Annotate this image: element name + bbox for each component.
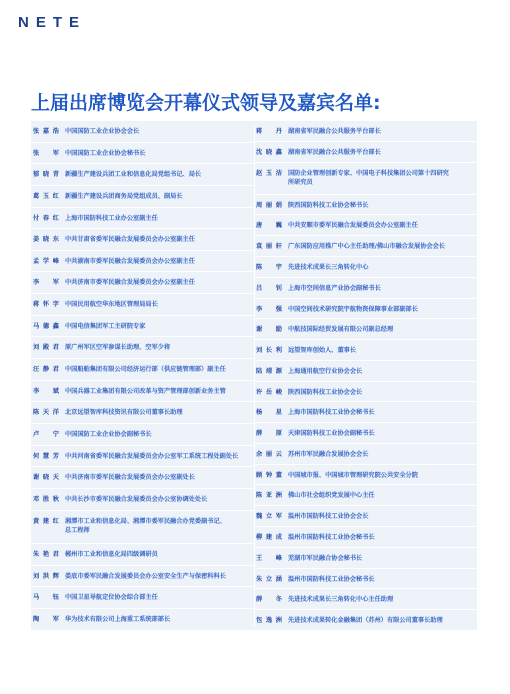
guest-name: 李 强 bbox=[256, 305, 282, 313]
guest-name: 陈 宇 bbox=[256, 264, 282, 272]
guest-name: 许岳峻 bbox=[256, 388, 282, 396]
guest-title bbox=[65, 192, 248, 201]
guest-title-line: 原广州军区空军参谋长助理、空军少将 bbox=[65, 344, 171, 352]
guest-title bbox=[288, 388, 471, 397]
guest-name: 杨 星 bbox=[256, 409, 282, 417]
guest-row bbox=[31, 381, 254, 403]
guest-title bbox=[288, 263, 471, 272]
guest-title-line: 芜湖市军民融合协会秘书长 bbox=[288, 554, 363, 562]
guest-title-line: 中国国防工业企业协会副秘书长 bbox=[65, 430, 152, 438]
guest-title bbox=[288, 305, 471, 314]
guest-name: 陈天洋 bbox=[33, 409, 59, 417]
guest-title-line: 中国空间技术研究院宇航物资保障事业部副部长 bbox=[288, 305, 418, 313]
guest-title bbox=[288, 595, 471, 604]
guest-name: 王 峰 bbox=[256, 554, 282, 562]
guest-row bbox=[254, 121, 477, 142]
guest-title-line: 先进技术成果长三角转化中心主任助理 bbox=[288, 596, 394, 604]
guest-name: 郁晓青 bbox=[33, 171, 59, 179]
guest-row bbox=[31, 272, 254, 294]
guest-name: 姜晓东 bbox=[33, 236, 59, 244]
guest-title-line: 广东国防应用推广中心主任助理/佛山市融合发展协会会长 bbox=[288, 243, 445, 251]
guest-row bbox=[254, 257, 477, 278]
guest-title-line: 所研究员 bbox=[288, 178, 313, 186]
guest-name: 周丽娟 bbox=[256, 201, 282, 209]
guest-row bbox=[254, 465, 477, 486]
guest-title-line: 中国兵器工业集团有限公司改革与资产管理部创新业务主管 bbox=[65, 387, 226, 395]
guest-row bbox=[254, 195, 477, 216]
guest-name: 付春红 bbox=[33, 214, 59, 222]
guest-title-line: 中国民用航空华东地区管理局局长 bbox=[65, 301, 158, 309]
guest-title-line: 温州市国防科技工业协会会长 bbox=[288, 513, 369, 521]
guest-name: 薛 冬 bbox=[256, 596, 282, 604]
guest-row bbox=[254, 299, 477, 320]
guest-title-line: 上海市国防科技工业协会秘书长 bbox=[288, 409, 375, 417]
guest-title bbox=[65, 365, 248, 374]
guest-row bbox=[254, 382, 477, 403]
guest-row bbox=[254, 142, 477, 163]
guest-row bbox=[31, 359, 254, 381]
guest-title bbox=[65, 473, 248, 482]
guest-name: 余丽云 bbox=[256, 450, 282, 458]
guest-row bbox=[31, 337, 254, 359]
guest-row bbox=[254, 610, 477, 631]
guest-name: 袁丽轩 bbox=[256, 243, 282, 251]
guest-title-line: 中共湖南市委军民融合发展委员会办公室副主任 bbox=[65, 257, 195, 265]
brand-logo: NETE bbox=[18, 14, 87, 31]
guest-row bbox=[254, 361, 477, 382]
guest-title bbox=[65, 322, 248, 331]
guest-title-line: 总工程师 bbox=[65, 526, 90, 534]
guest-row bbox=[31, 143, 254, 165]
guest-title-line: 上海市国防科技工业办公室副主任 bbox=[65, 214, 158, 222]
guest-name: 朱立涵 bbox=[256, 575, 282, 583]
guest-title bbox=[288, 346, 471, 355]
guest-name: 朱艳君 bbox=[33, 551, 59, 559]
guest-row bbox=[31, 587, 254, 609]
guest-row bbox=[31, 186, 254, 208]
guest-title bbox=[65, 257, 248, 266]
guest-row bbox=[254, 485, 477, 506]
guest-title-line: 北京远望智库科技资讯有限公司董事长助理 bbox=[65, 409, 183, 417]
guest-row bbox=[254, 569, 477, 590]
guest-title-line: 中航技国际经贸发展有限公司副总经理 bbox=[288, 326, 394, 334]
guest-name: 沈晓鑫 bbox=[256, 148, 282, 156]
guest-title bbox=[288, 408, 471, 417]
guest-title bbox=[65, 387, 248, 396]
guest-name: 薛 原 bbox=[256, 430, 282, 438]
guest-row bbox=[254, 215, 477, 236]
guest-name: 谢晓天 bbox=[33, 474, 59, 482]
guest-name: 刘殿君 bbox=[33, 344, 59, 352]
guest-title bbox=[288, 242, 471, 251]
guest-title bbox=[288, 471, 471, 480]
guest-name: 魏立军 bbox=[256, 513, 282, 521]
guest-name: 张嘉浩 bbox=[33, 128, 59, 135]
guest-name: 刘长利 bbox=[256, 347, 282, 355]
guest-title-line: 中国船舶集团有限公司经济运行部（供应链管理部）副主任 bbox=[65, 366, 226, 374]
guest-title bbox=[65, 235, 248, 244]
guest-title bbox=[65, 452, 248, 461]
guest-row bbox=[31, 446, 254, 468]
guest-row bbox=[31, 121, 254, 143]
guest-title bbox=[288, 491, 471, 500]
guest-title bbox=[65, 593, 248, 602]
guest-name: 刘洪辉 bbox=[33, 572, 59, 580]
guest-title bbox=[65, 300, 248, 309]
guest-name: 卢 宁 bbox=[33, 430, 59, 438]
guest-title-line: 新疆生产建设兵团工业和信息化局党组书记、局长 bbox=[65, 171, 202, 179]
guest-title bbox=[288, 616, 471, 625]
guest-name: 马 钰 bbox=[33, 594, 59, 602]
guest-title bbox=[288, 127, 471, 136]
guest-title bbox=[288, 575, 471, 584]
guest-title-line: 先进技术成果转化金融集团（苏州）有限公司董事长助理 bbox=[288, 617, 443, 625]
guest-title bbox=[288, 201, 471, 210]
guest-row bbox=[31, 164, 254, 186]
guest-list-table bbox=[31, 121, 477, 631]
guest-title-line: 中共济南市委军民融合发展委员会办公室副主任 bbox=[65, 279, 195, 287]
left-guest-column bbox=[31, 121, 254, 631]
guest-title-line: 中共长沙市委军民融合发展委员会办公室协调处处长 bbox=[65, 495, 208, 503]
guest-row bbox=[254, 278, 477, 299]
guest-title bbox=[288, 554, 471, 563]
guest-title-line: 娄底市委军民融合发展委员会办公室安全生产与保密科科长 bbox=[65, 572, 226, 580]
guest-title bbox=[288, 450, 471, 459]
guest-name: 陈亚洲 bbox=[256, 492, 282, 500]
guest-title bbox=[288, 148, 471, 157]
guest-title bbox=[288, 429, 471, 438]
page-title: 上届出席博览会开幕仪式领导及嘉宾名单: bbox=[31, 92, 381, 114]
guest-row bbox=[254, 402, 477, 423]
guest-title-line: 苏州市军民融合发展协会会长 bbox=[288, 450, 369, 458]
guest-title-line: 陕西国防科技工业协会秘书长 bbox=[288, 201, 369, 209]
guest-title-line: 温州市国防科技工业协会秘书长 bbox=[288, 575, 375, 583]
guest-name: 汪静君 bbox=[33, 366, 59, 374]
guest-title bbox=[288, 512, 471, 521]
guest-title bbox=[65, 408, 248, 417]
guest-name: 包逸洲 bbox=[256, 617, 282, 625]
guest-title bbox=[288, 221, 471, 230]
guest-title-line: 中国国防工业企业协会秘书长 bbox=[65, 149, 146, 157]
guest-row bbox=[254, 236, 477, 257]
guest-row bbox=[254, 340, 477, 361]
guest-name: 陆靖源 bbox=[256, 367, 282, 375]
guest-row bbox=[31, 544, 254, 566]
guest-title-line: 先进技术成果长三角转化中心 bbox=[288, 264, 369, 272]
guest-name: 赵玉洁 bbox=[256, 169, 282, 177]
guest-title-line: 中共济南市委军民融合发展委员会办公室副处长 bbox=[65, 474, 195, 482]
guest-title bbox=[288, 325, 471, 334]
guest-title bbox=[65, 214, 248, 223]
guest-row bbox=[254, 423, 477, 444]
guest-name: 孟学峰 bbox=[33, 257, 59, 265]
guest-title-line: 远望智库创始人、董事长 bbox=[288, 347, 357, 355]
guest-title bbox=[65, 550, 248, 559]
guest-title-line: 中国城市报、中国城市管理研究院公共安全分院 bbox=[288, 471, 418, 479]
guest-title-line: 国防企业管理创新专家、中国电子科技集团公司第十四研究 bbox=[288, 169, 449, 177]
guest-title-line: 华为技术有限公司上海重工系统部部长 bbox=[65, 616, 171, 624]
guest-title bbox=[65, 149, 248, 158]
guest-title-line: 上海通用航空行业协会会长 bbox=[288, 367, 363, 375]
guest-title-line: 中共安顺市委军民融合发展委员会办公室副主任 bbox=[288, 222, 418, 230]
guest-title-line: 新疆生产建设兵团商务局党组成员、副局长 bbox=[65, 192, 183, 200]
guest-name: 李 斌 bbox=[33, 387, 59, 395]
guest-title-line: 中共河南省委军民融合发展委员会办公室军工系统工程处副处长 bbox=[65, 452, 239, 460]
guest-title-line: 上海市空间信息产业协会副秘书长 bbox=[288, 284, 381, 292]
guest-row bbox=[31, 402, 254, 424]
guest-title bbox=[288, 169, 471, 187]
guest-title-line: 中国国防工业企业协会会长 bbox=[65, 128, 140, 135]
guest-title bbox=[65, 430, 248, 439]
guest-name: 谢 励 bbox=[256, 326, 282, 334]
guest-title bbox=[65, 495, 248, 504]
guest-name: 顾钟董 bbox=[256, 471, 282, 479]
guest-title bbox=[288, 284, 471, 293]
guest-name: 吕 钊 bbox=[256, 284, 282, 292]
guest-name: 蒋怀字 bbox=[33, 301, 59, 309]
guest-row bbox=[31, 316, 254, 338]
guest-title-line: 佛山市社会组织党发展中心主任 bbox=[288, 492, 375, 500]
guest-row bbox=[254, 506, 477, 527]
guest-title bbox=[65, 278, 248, 287]
guest-row bbox=[254, 163, 477, 195]
guest-name: 柳建成 bbox=[256, 533, 282, 541]
guest-title bbox=[65, 517, 248, 535]
guest-title-line: 中国电信集团军工主研院专家 bbox=[65, 322, 146, 330]
guest-name: 马德鑫 bbox=[33, 322, 59, 330]
guest-title bbox=[65, 343, 248, 352]
guest-name: 张 军 bbox=[33, 149, 59, 157]
guest-row bbox=[31, 251, 254, 273]
guest-title bbox=[288, 367, 471, 376]
guest-row bbox=[31, 467, 254, 489]
guest-title bbox=[65, 127, 248, 136]
guest-title bbox=[65, 170, 248, 179]
guest-title-line: 陕西国防科技工业协会会长 bbox=[288, 388, 363, 396]
right-guest-column bbox=[254, 121, 477, 631]
guest-row bbox=[31, 489, 254, 511]
guest-row bbox=[254, 319, 477, 340]
guest-title-line: 温州市国防科技工业协会秘书长 bbox=[288, 533, 375, 541]
guest-title-line: 天津国防科技工业协会副秘书长 bbox=[288, 430, 375, 438]
guest-title-line: 中共甘肃省委军民融合发展委员会办公室副主任 bbox=[65, 236, 195, 244]
guest-row bbox=[31, 229, 254, 251]
guest-title bbox=[288, 533, 471, 542]
guest-row bbox=[31, 208, 254, 230]
guest-name: 陶 军 bbox=[33, 616, 59, 624]
guest-title-line: 湖南省军民融合公共服务平台部长 bbox=[288, 148, 381, 156]
guest-row bbox=[254, 548, 477, 569]
guest-row bbox=[31, 566, 254, 588]
guest-title-line: 湘潭市工业和信息化局、湘潭市委军民融合办党委副书记、 bbox=[65, 517, 226, 525]
guest-row bbox=[254, 527, 477, 548]
guest-title-line: 郴州市工业和信息化局四级调研员 bbox=[65, 551, 158, 559]
guest-row bbox=[31, 294, 254, 316]
guest-row bbox=[254, 589, 477, 610]
guest-title bbox=[65, 572, 248, 581]
guest-name: 黄建红 bbox=[33, 517, 59, 525]
guest-name: 李 军 bbox=[33, 279, 59, 287]
guest-title bbox=[65, 615, 248, 624]
guest-name: 何慧芳 bbox=[33, 452, 59, 460]
guest-row bbox=[31, 609, 254, 631]
guest-title-line: 中国卫星导航定位协会综合部主任 bbox=[65, 594, 158, 602]
guest-name: 葛玉红 bbox=[33, 192, 59, 200]
guest-name: 蒋 丹 bbox=[256, 128, 282, 135]
guest-name: 邓胜秋 bbox=[33, 495, 59, 503]
guest-row bbox=[254, 444, 477, 465]
guest-row bbox=[31, 511, 254, 545]
guest-name: 唐 巍 bbox=[256, 222, 282, 230]
guest-title-line: 湖南省军民融合公共服务平台部长 bbox=[288, 128, 381, 135]
guest-row bbox=[31, 424, 254, 446]
